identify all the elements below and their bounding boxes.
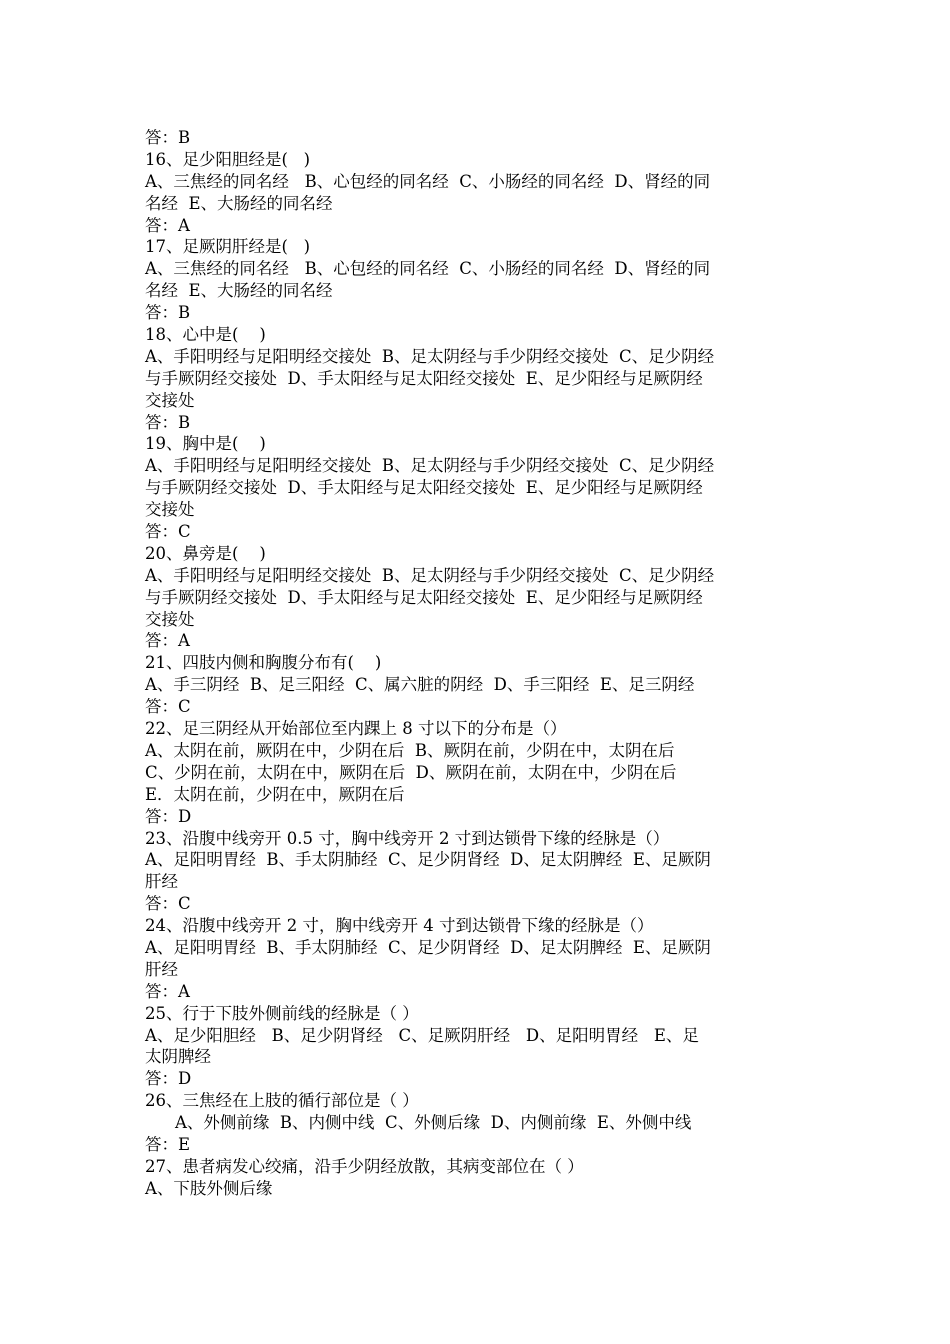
options-line: A、三焦经的同名经 B、心包经的同名经 C、小肠经的同名经 D、肾经的同 xyxy=(145,259,711,279)
question-26: 26、三焦经在上肢的循行部位是（ ） xyxy=(145,1091,419,1111)
question-17: 17、足厥阴肝经是( ) xyxy=(145,237,311,257)
answer-line: 答：A xyxy=(145,215,190,235)
options-line: A、手阳明经与足阳明经交接处 B、足太阴经与手少阴经交接处 C、足少阴经 xyxy=(145,565,715,585)
answer-line: 答：B xyxy=(145,303,191,323)
options-line: A、外侧前缘 B、内侧中线 C、外侧后缘 D、内侧前缘 E、外侧中线 xyxy=(175,1113,692,1133)
options-line: 交接处 xyxy=(145,609,195,629)
options-line: E．太阴在前，少阴在中，厥阴在后 xyxy=(145,784,405,804)
options-line: C、少阴在前，太阴在中，厥阴在后 D、厥阴在前，太阴在中，少阴在后 xyxy=(145,762,677,782)
options-line: 名经 E、大肠经的同名经 xyxy=(145,193,333,213)
question-20: 20、鼻旁是( ) xyxy=(145,543,266,563)
answer-line: 答：D xyxy=(145,1069,192,1089)
options-line: A、太阴在前，厥阴在中，少阴在后 B、厥阴在前，少阴在中，太阴在后 xyxy=(145,740,675,760)
options-line: 与手厥阴经交接处 D、手太阳经与足太阳经交接处 E、足少阳经与足厥阴经 xyxy=(145,478,703,498)
options-line: A、下肢外侧后缘 xyxy=(145,1178,273,1198)
options-line: 与手厥阴经交接处 D、手太阳经与足太阳经交接处 E、足少阳经与足厥阴经 xyxy=(145,587,703,607)
options-line: A、手阳明经与足阳明经交接处 B、足太阴经与手少阴经交接处 C、足少阴经 xyxy=(145,456,715,476)
question-22: 22、足三阴经从开始部位至内踝上 8 寸以下的分布是（） xyxy=(145,719,567,739)
document-page xyxy=(145,127,810,1200)
options-line: A、足阳明胃经 B、手太阴肺经 C、足少阴肾经 D、足太阴脾经 E、足厥阴 xyxy=(145,850,711,870)
options-line: A、足少阳胆经 B、足少阴肾经 C、足厥阴肝经 D、足阳明胃经 E、足 xyxy=(145,1025,699,1045)
answer-line: 答：D xyxy=(145,806,192,826)
options-line: 交接处 xyxy=(145,500,195,520)
answer-line: 答：C xyxy=(145,697,191,717)
question-24: 24、沿腹中线旁开 2 寸，胸中线旁开 4 寸到达锁骨下缘的经脉是（） xyxy=(145,916,654,936)
question-25: 25、行于下肢外侧前线的经脉是（ ） xyxy=(145,1003,419,1023)
question-18: 18、心中是( ) xyxy=(145,325,266,345)
options-line: 肝经 xyxy=(145,872,178,892)
answer-line: 答：A xyxy=(145,631,190,651)
options-line: 交接处 xyxy=(145,390,195,410)
options-line: A、手三阴经 B、足三阳经 C、属六脏的阴经 D、手三阳经 E、足三阴经 xyxy=(145,675,695,695)
options-line: 名经 E、大肠经的同名经 xyxy=(145,281,333,301)
options-line: A、足阳明胃经 B、手太阴肺经 C、足少阴肾经 D、足太阴脾经 E、足厥阴 xyxy=(145,937,711,957)
options-line: 与手厥阴经交接处 D、手太阳经与足太阳经交接处 E、足少阳经与足厥阴经 xyxy=(145,368,703,388)
options-line: 肝经 xyxy=(145,959,178,979)
question-19: 19、胸中是( ) xyxy=(145,434,266,454)
answer-line: 答：A xyxy=(145,981,190,1001)
question-23: 23、沿腹中线旁开 0.5 寸，胸中线旁开 2 寸到达锁骨下缘的经脉是（） xyxy=(145,828,670,848)
question-21: 21、四肢内侧和胸腹分布有( ) xyxy=(145,653,382,673)
question-27: 27、患者病发心绞痛，沿手少阴经放散，其病变部位在（ ） xyxy=(145,1156,584,1176)
answer-line: 答：B xyxy=(145,128,191,147)
answer-line: 答：E xyxy=(145,1134,191,1154)
options-line: A、三焦经的同名经 B、心包经的同名经 C、小肠经的同名经 D、肾经的同 xyxy=(145,171,711,191)
answer-line: 答：C xyxy=(145,894,191,914)
options-line: A、手阳明经与足阳明经交接处 B、足太阴经与手少阴经交接处 C、足少阴经 xyxy=(145,346,715,366)
answer-line: 答：C xyxy=(145,522,191,542)
answer-line: 答：B xyxy=(145,412,191,432)
question-16: 16、足少阳胆经是( ) xyxy=(145,149,311,169)
options-line: 太阴脾经 xyxy=(145,1047,211,1067)
